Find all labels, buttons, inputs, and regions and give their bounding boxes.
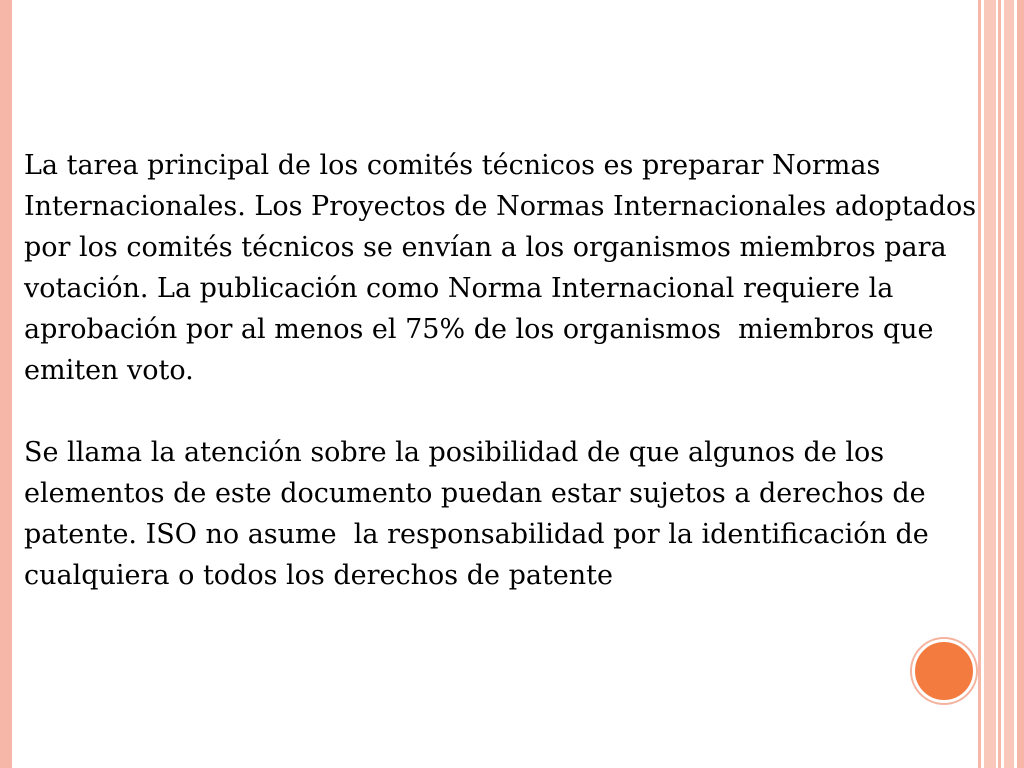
right-bar-4	[1004, 0, 1014, 768]
slide-body	[24, 145, 1004, 596]
right-bar-5	[1017, 0, 1024, 768]
orange-circle-ornament	[912, 639, 976, 703]
paragraph-committees: La tarea principal de los comités técnicos es preparar Normas Internacionales. Los Proyectos de Normas Internacionales adoptados por los comités técnicos se envían a los organismos miembros para votación. La publicación como Norma Internacional requiere la aprobación por al menos el 75% de los organismos miembros que emiten voto.	[24, 150, 985, 386]
left-decorative-stripe	[0, 0, 12, 768]
paragraph-patents: Se llama la atención sobre la posibilidad de que algunos de los elementos de este documento puedan estar sujetos a derechos de patente. ISO no asume la responsabilidad por la identificación de cualquiera o todos los derechos de patente	[24, 437, 938, 591]
